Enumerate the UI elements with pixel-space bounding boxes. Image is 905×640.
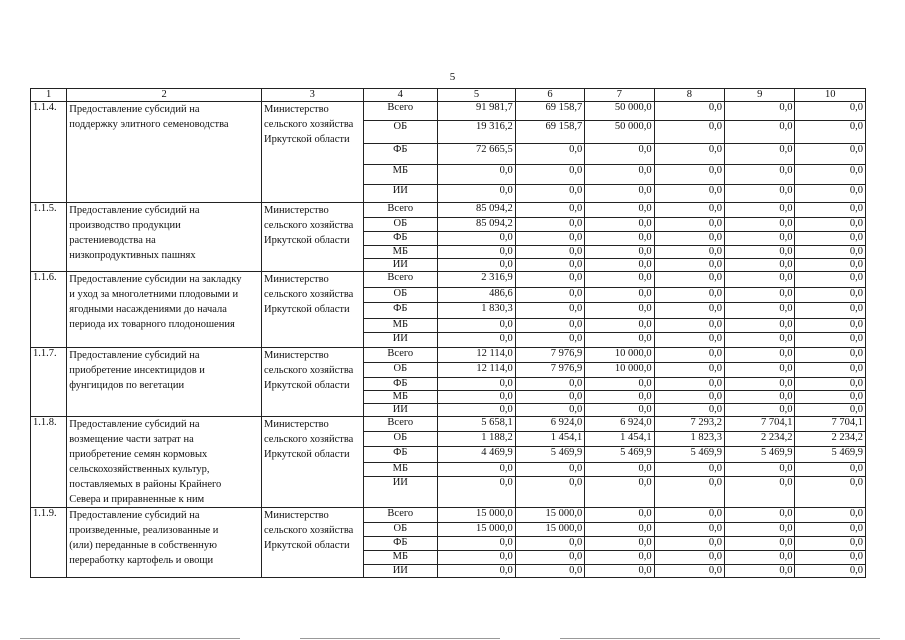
amount-cell: 69 158,7: [515, 121, 584, 144]
page-number: 5: [449, 71, 456, 83]
amount-cell: 0,0: [725, 185, 795, 203]
organization-line: Министерство: [264, 510, 329, 522]
amount-cell: 0,0: [654, 288, 724, 303]
amount-cell: 0,0: [654, 551, 724, 565]
amount-cell: 0,0: [795, 218, 866, 232]
amount-cell: 0,0: [515, 404, 584, 417]
amount-cell: 0,0: [795, 165, 866, 185]
amount-cell: 0,0: [654, 378, 724, 391]
funding-source: Всего: [363, 102, 438, 121]
column-header: 3: [262, 89, 364, 102]
amount-cell: 0,0: [438, 246, 516, 259]
amount-cell: 7 704,1: [795, 417, 866, 432]
amount-cell: 0,0: [654, 391, 724, 404]
organization-line: Министерство: [264, 350, 329, 362]
amount-cell: 15 000,0: [438, 508, 516, 523]
funding-source: ФБ: [363, 303, 438, 319]
amount-cell: 15 000,0: [515, 523, 584, 537]
amount-cell: 0,0: [725, 102, 795, 121]
amount-cell: 0,0: [515, 537, 584, 551]
amount-cell: 0,0: [515, 551, 584, 565]
organization-line: сельского хозяйства: [264, 434, 354, 446]
description-line: возмещение части затрат на: [69, 434, 194, 446]
column-header: 4: [363, 89, 438, 102]
amount-cell: 0,0: [795, 319, 866, 333]
amount-cell: 5 469,9: [654, 447, 724, 463]
funding-source: Всего: [363, 348, 438, 363]
budget-table: [30, 88, 866, 578]
amount-cell: 69 158,7: [515, 102, 584, 121]
amount-cell: 0,0: [725, 537, 795, 551]
organization-line: Министерство: [264, 104, 329, 116]
item-description: [67, 417, 262, 508]
amount-cell: 0,0: [725, 378, 795, 391]
amount-cell: 0,0: [515, 272, 584, 288]
amount-cell: 0,0: [795, 246, 866, 259]
funding-source: Всего: [363, 272, 438, 288]
amount-cell: 0,0: [795, 203, 866, 218]
amount-cell: 0,0: [515, 259, 584, 272]
description-line: производство продукции: [69, 220, 181, 232]
description-line: растениеводства на: [69, 235, 156, 247]
item-description: [67, 272, 262, 348]
funding-source: ОБ: [363, 432, 438, 447]
funding-source: МБ: [363, 165, 438, 185]
scan-edge: [560, 638, 880, 639]
amount-cell: 5 469,9: [585, 447, 654, 463]
amount-cell: 0,0: [515, 246, 584, 259]
funding-source: ОБ: [363, 288, 438, 303]
amount-cell: 0,0: [515, 144, 584, 165]
description-line: ягодными насаждениями до начала: [69, 304, 227, 316]
item-code: 1.1.8.: [31, 417, 67, 508]
amount-cell: 0,0: [725, 404, 795, 417]
amount-cell: 0,0: [795, 303, 866, 319]
funding-source: ФБ: [363, 144, 438, 165]
amount-cell: 0,0: [438, 463, 516, 477]
amount-cell: 0,0: [795, 288, 866, 303]
funding-source: ФБ: [363, 447, 438, 463]
amount-cell: 0,0: [438, 404, 516, 417]
item-code: 1.1.6.: [31, 272, 67, 348]
funding-source: ИИ: [363, 477, 438, 508]
amount-cell: 0,0: [654, 102, 724, 121]
funding-source: МБ: [363, 551, 438, 565]
amount-cell: 50 000,0: [585, 121, 654, 144]
amount-cell: 0,0: [515, 165, 584, 185]
funding-source: ФБ: [363, 232, 438, 246]
amount-cell: 0,0: [585, 218, 654, 232]
amount-cell: 15 000,0: [438, 523, 516, 537]
amount-cell: 0,0: [725, 319, 795, 333]
amount-cell: 0,0: [654, 165, 724, 185]
organization-line: Иркутской области: [264, 540, 350, 552]
amount-cell: 1 823,3: [654, 432, 724, 447]
amount-cell: 91 981,7: [438, 102, 516, 121]
organization-line: сельского хозяйства: [264, 525, 354, 537]
description-line: Предоставление субсидий на: [69, 419, 200, 431]
funding-source: ОБ: [363, 523, 438, 537]
amount-cell: 0,0: [725, 259, 795, 272]
amount-cell: 0,0: [725, 203, 795, 218]
amount-cell: 0,0: [438, 537, 516, 551]
amount-cell: 0,0: [515, 565, 584, 578]
amount-cell: 0,0: [585, 165, 654, 185]
amount-cell: 5 469,9: [725, 447, 795, 463]
funding-source: МБ: [363, 391, 438, 404]
amount-cell: 1 454,1: [515, 432, 584, 447]
description-line: Предоставление субсидий на: [69, 510, 200, 522]
item-code: 1.1.7.: [31, 348, 67, 417]
funding-source: ОБ: [363, 363, 438, 378]
amount-cell: 0,0: [654, 508, 724, 523]
amount-cell: 15 000,0: [515, 508, 584, 523]
funding-source: Всего: [363, 417, 438, 432]
amount-cell: 0,0: [585, 404, 654, 417]
organization-line: Иркутской области: [264, 134, 350, 146]
amount-cell: 0,0: [515, 477, 584, 508]
description-line: низкопродуктивных пашнях: [69, 250, 196, 262]
amount-cell: 0,0: [654, 319, 724, 333]
amount-cell: 0,0: [654, 144, 724, 165]
amount-cell: 0,0: [795, 477, 866, 508]
amount-cell: 0,0: [654, 565, 724, 578]
column-header: 10: [795, 89, 866, 102]
amount-cell: 7 976,9: [515, 363, 584, 378]
amount-cell: 0,0: [654, 537, 724, 551]
table-row: [31, 508, 866, 523]
amount-cell: 0,0: [515, 378, 584, 391]
table-row: [31, 203, 866, 218]
amount-cell: 0,0: [725, 333, 795, 348]
responsible-organization: [262, 348, 364, 417]
amount-cell: 0,0: [725, 463, 795, 477]
amount-cell: 1 188,2: [438, 432, 516, 447]
header-row: [31, 89, 866, 102]
funding-source: МБ: [363, 463, 438, 477]
amount-cell: 0,0: [654, 463, 724, 477]
amount-cell: 0,0: [654, 272, 724, 288]
responsible-organization: [262, 417, 364, 508]
item-description: [67, 348, 262, 417]
amount-cell: 0,0: [795, 363, 866, 378]
amount-cell: 0,0: [585, 288, 654, 303]
amount-cell: 1 830,3: [438, 303, 516, 319]
responsible-organization: [262, 102, 364, 203]
amount-cell: 0,0: [725, 565, 795, 578]
column-header: 1: [31, 89, 67, 102]
amount-cell: 0,0: [725, 391, 795, 404]
column-header: 2: [67, 89, 262, 102]
amount-cell: 0,0: [585, 272, 654, 288]
item-code: 1.1.9.: [31, 508, 67, 578]
amount-cell: 6 924,0: [585, 417, 654, 432]
amount-cell: 0,0: [438, 319, 516, 333]
amount-cell: 6 924,0: [515, 417, 584, 432]
organization-line: Иркутской области: [264, 235, 350, 247]
amount-cell: 0,0: [654, 218, 724, 232]
amount-cell: 0,0: [515, 185, 584, 203]
funding-source: ФБ: [363, 537, 438, 551]
amount-cell: 0,0: [515, 319, 584, 333]
amount-cell: 0,0: [795, 463, 866, 477]
amount-cell: 72 665,5: [438, 144, 516, 165]
organization-line: Министерство: [264, 274, 329, 286]
amount-cell: 0,0: [654, 246, 724, 259]
amount-cell: 0,0: [654, 303, 724, 319]
organization-line: Иркутской области: [264, 449, 350, 461]
amount-cell: 0,0: [585, 333, 654, 348]
description-line: сельскохозяйственных культур,: [69, 464, 210, 476]
amount-cell: 0,0: [795, 348, 866, 363]
amount-cell: 0,0: [795, 102, 866, 121]
amount-cell: 0,0: [585, 565, 654, 578]
amount-cell: 0,0: [515, 303, 584, 319]
amount-cell: 0,0: [725, 232, 795, 246]
scan-edge: [20, 638, 240, 639]
organization-line: сельского хозяйства: [264, 220, 354, 232]
amount-cell: 0,0: [725, 218, 795, 232]
amount-cell: 0,0: [725, 551, 795, 565]
amount-cell: 5 469,9: [795, 447, 866, 463]
amount-cell: 4 469,9: [438, 447, 516, 463]
amount-cell: 0,0: [795, 537, 866, 551]
amount-cell: 0,0: [438, 165, 516, 185]
description-line: приобретение инсектицидов и: [69, 365, 205, 377]
amount-cell: 0,0: [654, 185, 724, 203]
amount-cell: 0,0: [585, 203, 654, 218]
funding-source: ИИ: [363, 404, 438, 417]
funding-source: ОБ: [363, 218, 438, 232]
description-line: фунгицидов по вегетации: [69, 380, 185, 392]
amount-cell: 0,0: [795, 232, 866, 246]
amount-cell: 0,0: [515, 288, 584, 303]
responsible-organization: [262, 508, 364, 578]
amount-cell: 0,0: [725, 165, 795, 185]
amount-cell: 0,0: [585, 378, 654, 391]
amount-cell: 0,0: [585, 463, 654, 477]
funding-source: ИИ: [363, 333, 438, 348]
amount-cell: 5 469,9: [515, 447, 584, 463]
amount-cell: 0,0: [585, 144, 654, 165]
column-header: 5: [438, 89, 516, 102]
amount-cell: 0,0: [725, 246, 795, 259]
column-header: 7: [585, 89, 654, 102]
funding-source: ИИ: [363, 565, 438, 578]
amount-cell: 0,0: [725, 348, 795, 363]
amount-cell: 7 976,9: [515, 348, 584, 363]
description-line: Севера и приравненные к ним: [69, 494, 205, 506]
amount-cell: 0,0: [654, 333, 724, 348]
amount-cell: 0,0: [795, 144, 866, 165]
amount-cell: 85 094,2: [438, 218, 516, 232]
description-line: поставляемых в районы Крайнего: [69, 479, 222, 491]
amount-cell: 7 704,1: [725, 417, 795, 432]
amount-cell: 0,0: [585, 391, 654, 404]
amount-cell: 0,0: [795, 391, 866, 404]
amount-cell: 0,0: [585, 523, 654, 537]
scan-edge: [300, 638, 500, 639]
amount-cell: 50 000,0: [585, 102, 654, 121]
column-header: 9: [725, 89, 795, 102]
organization-line: Иркутской области: [264, 380, 350, 392]
amount-cell: 0,0: [438, 477, 516, 508]
amount-cell: 0,0: [654, 523, 724, 537]
amount-cell: 0,0: [654, 232, 724, 246]
item-code: 1.1.5.: [31, 203, 67, 272]
description-line: приобретение семян кормовых: [69, 449, 208, 461]
funding-source: ФБ: [363, 378, 438, 391]
description-line: поддержку элитного семеноводства: [69, 119, 229, 131]
amount-cell: 0,0: [795, 121, 866, 144]
amount-cell: 1 454,1: [585, 432, 654, 447]
amount-cell: 0,0: [725, 144, 795, 165]
amount-cell: 0,0: [654, 404, 724, 417]
amount-cell: 0,0: [795, 272, 866, 288]
description-line: Предоставление субсидий на: [69, 350, 200, 362]
amount-cell: 0,0: [795, 551, 866, 565]
item-description: [67, 102, 262, 203]
amount-cell: 0,0: [585, 508, 654, 523]
responsible-organization: [262, 272, 364, 348]
amount-cell: 0,0: [654, 203, 724, 218]
table-row: [31, 272, 866, 288]
amount-cell: 0,0: [438, 565, 516, 578]
amount-cell: 0,0: [795, 185, 866, 203]
amount-cell: 0,0: [725, 508, 795, 523]
description-line: (или) переданные в собственную: [69, 540, 217, 552]
organization-line: сельского хозяйства: [264, 289, 354, 301]
amount-cell: 0,0: [725, 288, 795, 303]
amount-cell: 0,0: [725, 523, 795, 537]
table-row: [31, 417, 866, 432]
description-line: Предоставление субсидии на закладку: [69, 274, 242, 286]
organization-line: сельского хозяйства: [264, 119, 354, 131]
column-header: 8: [654, 89, 724, 102]
amount-cell: 0,0: [654, 259, 724, 272]
amount-cell: 0,0: [725, 477, 795, 508]
funding-source: МБ: [363, 246, 438, 259]
organization-line: сельского хозяйства: [264, 365, 354, 377]
description-line: произведенные, реализованные и: [69, 525, 219, 537]
funding-source: Всего: [363, 508, 438, 523]
amount-cell: 0,0: [795, 508, 866, 523]
description-line: Предоставление субсидий на: [69, 205, 200, 217]
amount-cell: 0,0: [515, 218, 584, 232]
amount-cell: 0,0: [795, 523, 866, 537]
amount-cell: 19 316,2: [438, 121, 516, 144]
responsible-organization: [262, 203, 364, 272]
amount-cell: 0,0: [438, 378, 516, 391]
amount-cell: 0,0: [438, 551, 516, 565]
funding-source: ИИ: [363, 185, 438, 203]
amount-cell: 5 658,1: [438, 417, 516, 432]
amount-cell: 0,0: [585, 551, 654, 565]
item-description: [67, 203, 262, 272]
amount-cell: 0,0: [585, 259, 654, 272]
description-line: Предоставление субсидий на: [69, 104, 200, 116]
amount-cell: 0,0: [438, 232, 516, 246]
description-line: переработку картофель и овощи: [69, 555, 214, 567]
table-row: [31, 102, 866, 121]
amount-cell: 0,0: [795, 565, 866, 578]
amount-cell: 0,0: [725, 363, 795, 378]
amount-cell: 0,0: [438, 333, 516, 348]
amount-cell: 2 234,2: [725, 432, 795, 447]
amount-cell: 0,0: [585, 319, 654, 333]
amount-cell: 0,0: [438, 185, 516, 203]
amount-cell: 0,0: [515, 203, 584, 218]
amount-cell: 10 000,0: [585, 348, 654, 363]
amount-cell: 7 293,2: [654, 417, 724, 432]
table-row: [31, 348, 866, 363]
amount-cell: 2 234,2: [795, 432, 866, 447]
amount-cell: 0,0: [515, 463, 584, 477]
description-line: периода их товарного плодоношения: [69, 319, 235, 331]
amount-cell: 0,0: [515, 232, 584, 246]
amount-cell: 0,0: [585, 537, 654, 551]
amount-cell: 10 000,0: [585, 363, 654, 378]
amount-cell: 0,0: [795, 378, 866, 391]
organization-line: Министерство: [264, 419, 329, 431]
amount-cell: 0,0: [585, 232, 654, 246]
amount-cell: 0,0: [725, 303, 795, 319]
amount-cell: 0,0: [515, 391, 584, 404]
column-header: 6: [515, 89, 584, 102]
amount-cell: 0,0: [438, 391, 516, 404]
amount-cell: 0,0: [795, 259, 866, 272]
funding-source: ОБ: [363, 121, 438, 144]
amount-cell: 85 094,2: [438, 203, 516, 218]
organization-line: Министерство: [264, 205, 329, 217]
amount-cell: 0,0: [795, 333, 866, 348]
funding-source: МБ: [363, 319, 438, 333]
funding-source: ИИ: [363, 259, 438, 272]
organization-line: Иркутской области: [264, 304, 350, 316]
amount-cell: 0,0: [795, 404, 866, 417]
amount-cell: 0,0: [515, 333, 584, 348]
amount-cell: 0,0: [654, 121, 724, 144]
amount-cell: 0,0: [654, 477, 724, 508]
amount-cell: 0,0: [725, 121, 795, 144]
description-line: и уход за многолетними плодовыми и: [69, 289, 239, 301]
item-description: [67, 508, 262, 578]
amount-cell: 0,0: [585, 246, 654, 259]
amount-cell: 0,0: [585, 303, 654, 319]
item-code: 1.1.4.: [31, 102, 67, 203]
amount-cell: 486,6: [438, 288, 516, 303]
amount-cell: 12 114,0: [438, 348, 516, 363]
amount-cell: 12 114,0: [438, 363, 516, 378]
amount-cell: 0,0: [585, 477, 654, 508]
amount-cell: 0,0: [654, 363, 724, 378]
amount-cell: 0,0: [585, 185, 654, 203]
funding-source: Всего: [363, 203, 438, 218]
amount-cell: 0,0: [725, 272, 795, 288]
amount-cell: 0,0: [438, 259, 516, 272]
amount-cell: 0,0: [654, 348, 724, 363]
amount-cell: 2 316,9: [438, 272, 516, 288]
